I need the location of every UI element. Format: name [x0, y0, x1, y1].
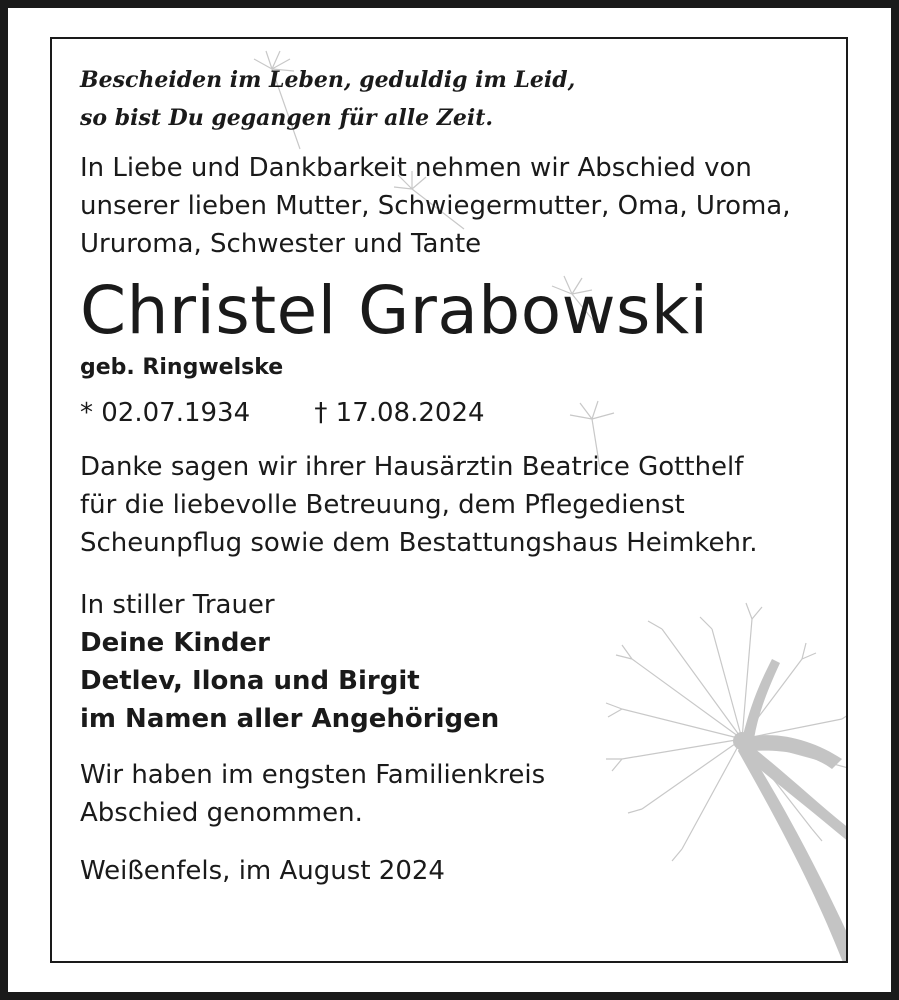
death-date: † 17.08.2024	[314, 398, 485, 428]
obituary-card	[50, 37, 848, 963]
mourners-line: Deine Kinder	[80, 628, 270, 658]
verse-line: Bescheiden im Leben, geduldig im Leid,	[80, 67, 576, 93]
thanks-line: Scheunpflug sowie dem Bestattungshaus Heimkehr.	[80, 528, 758, 558]
thanks-text	[80, 448, 826, 562]
thanks-line: Danke sagen wir ihrer Hausärztin Beatrice Gotthelf	[80, 452, 744, 482]
family-note-line: Abschied genommen.	[80, 798, 363, 828]
thanks-line: für die liebevolle Betreuung, dem Pflegedienst	[80, 490, 685, 520]
birth-date: * 02.07.1934	[80, 398, 251, 428]
family-note	[80, 756, 826, 832]
memorial-verse	[80, 61, 826, 137]
family-note-line: Wir haben im engsten Familienkreis	[80, 760, 546, 790]
verse-line: so bist Du gegangen für alle Zeit.	[80, 105, 494, 131]
mourners-block	[80, 586, 826, 738]
deceased-name: Christel Grabowski	[80, 272, 709, 349]
mourners-line: Detlev, Ilona und Birgit	[80, 666, 420, 696]
intro-text	[80, 149, 826, 263]
obituary-content	[80, 61, 826, 886]
mourning-intro: In stiller Trauer	[80, 590, 275, 620]
intro-line: unserer lieben Mutter, Schwiegermutter, Oma, Uroma,	[80, 191, 791, 221]
intro-line: Ururoma, Schwester und Tante	[80, 229, 482, 259]
birth-name: geb. Ringwelske	[80, 355, 284, 380]
intro-line: In Liebe und Dankbarkeit nehmen wir Abschied von	[80, 153, 752, 183]
place-date: Weißenfels, im August 2024	[80, 856, 445, 886]
mourners-line: im Namen aller Angehörigen	[80, 704, 500, 734]
life-dates	[80, 398, 826, 428]
